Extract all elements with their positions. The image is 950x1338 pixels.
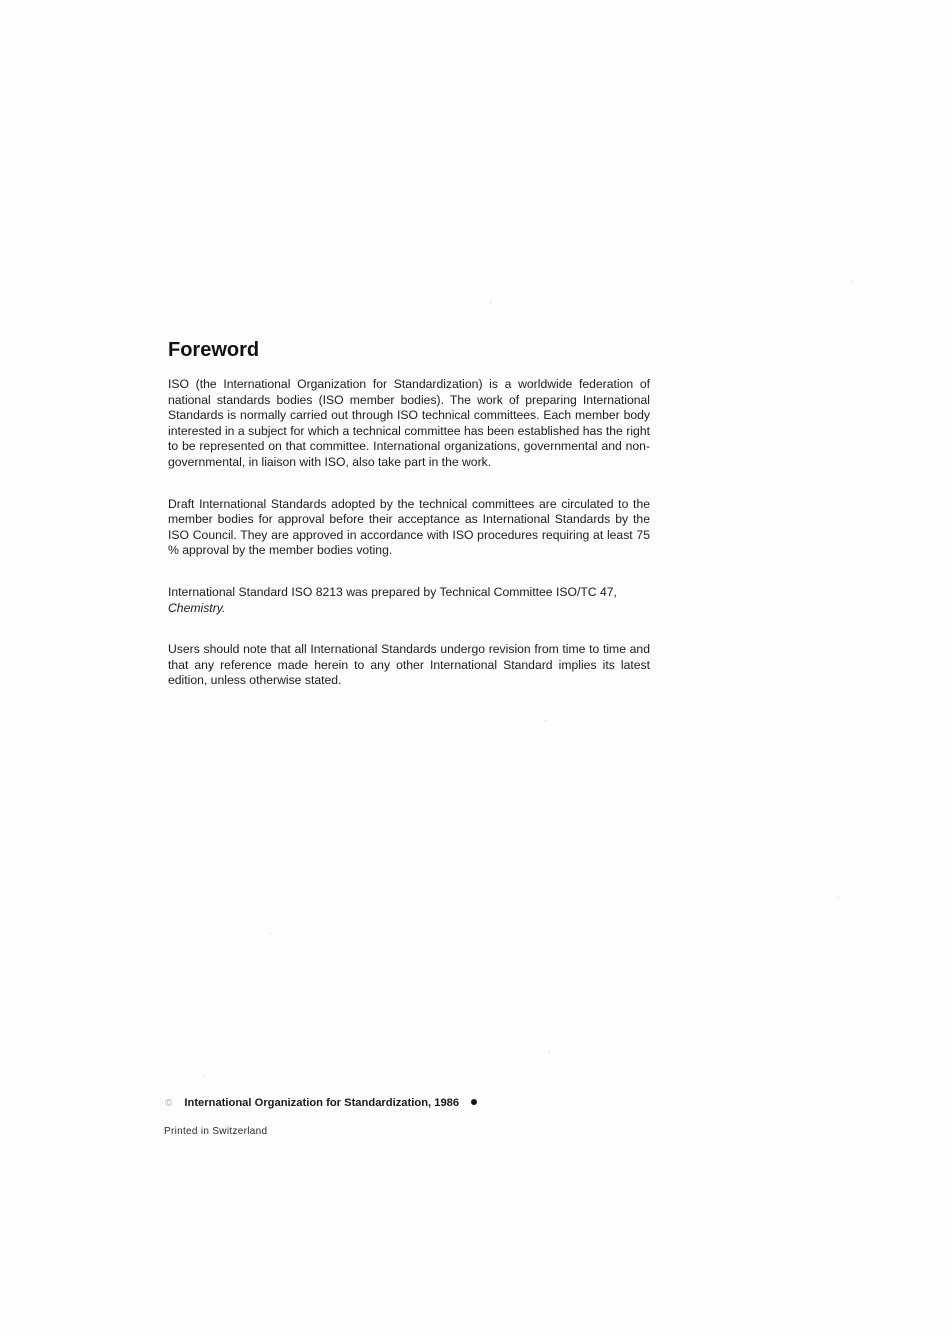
- paragraph-prepared-by: [168, 585, 650, 616]
- scan-speck: [203, 1076, 204, 1077]
- scan-speck: [549, 1052, 550, 1053]
- committee-name: Chemistry.: [168, 600, 226, 615]
- printed-in-label: Printed in Switzerland: [164, 1126, 268, 1137]
- prepared-by-text: International Standard ISO 8213 was prepared by Technical Committee ISO/TC 47,: [168, 584, 617, 599]
- scan-speck: [545, 720, 546, 721]
- bullet-icon: [471, 1099, 477, 1105]
- scan-speck: [270, 933, 271, 934]
- scan-speck: [838, 897, 839, 898]
- copyright-text: International Organization for Standardization, 1986: [184, 1097, 460, 1109]
- scan-speck: [852, 281, 853, 282]
- copyright-line: [165, 1097, 477, 1109]
- paragraph-draft-standards: Draft International Standards adopted by the technical committees are circulated to the member bodies for approval before their acceptance as International Standards by the ISO Council. They are approved in accordance with ISO procedures requiring at least 75 % approval by the member bodies voting.: [168, 496, 650, 558]
- paragraph-iso-federation: ISO (the International Organization for Standardization) is a worldwide federation of national standards bodies (ISO member bodies). The work of preparing International Standards is normally carried out through ISO technical committees. Each member body interested in a subject for which a technical committee has been established has the right to be represented on that committee. International organizations, governmental and non-governmental, in liaison with ISO, also take part in the work.: [168, 377, 650, 469]
- page-title: Foreword: [168, 339, 260, 361]
- paragraph-revision-note: Users should note that all International Standards undergo revision from time to time and that any reference made herein to any other International Standard implies its latest edition, unless otherwise stated.: [168, 642, 650, 688]
- copyright-icon: ©: [165, 1098, 173, 1109]
- scan-speck: [490, 302, 491, 303]
- foreword-section: [168, 337, 650, 715]
